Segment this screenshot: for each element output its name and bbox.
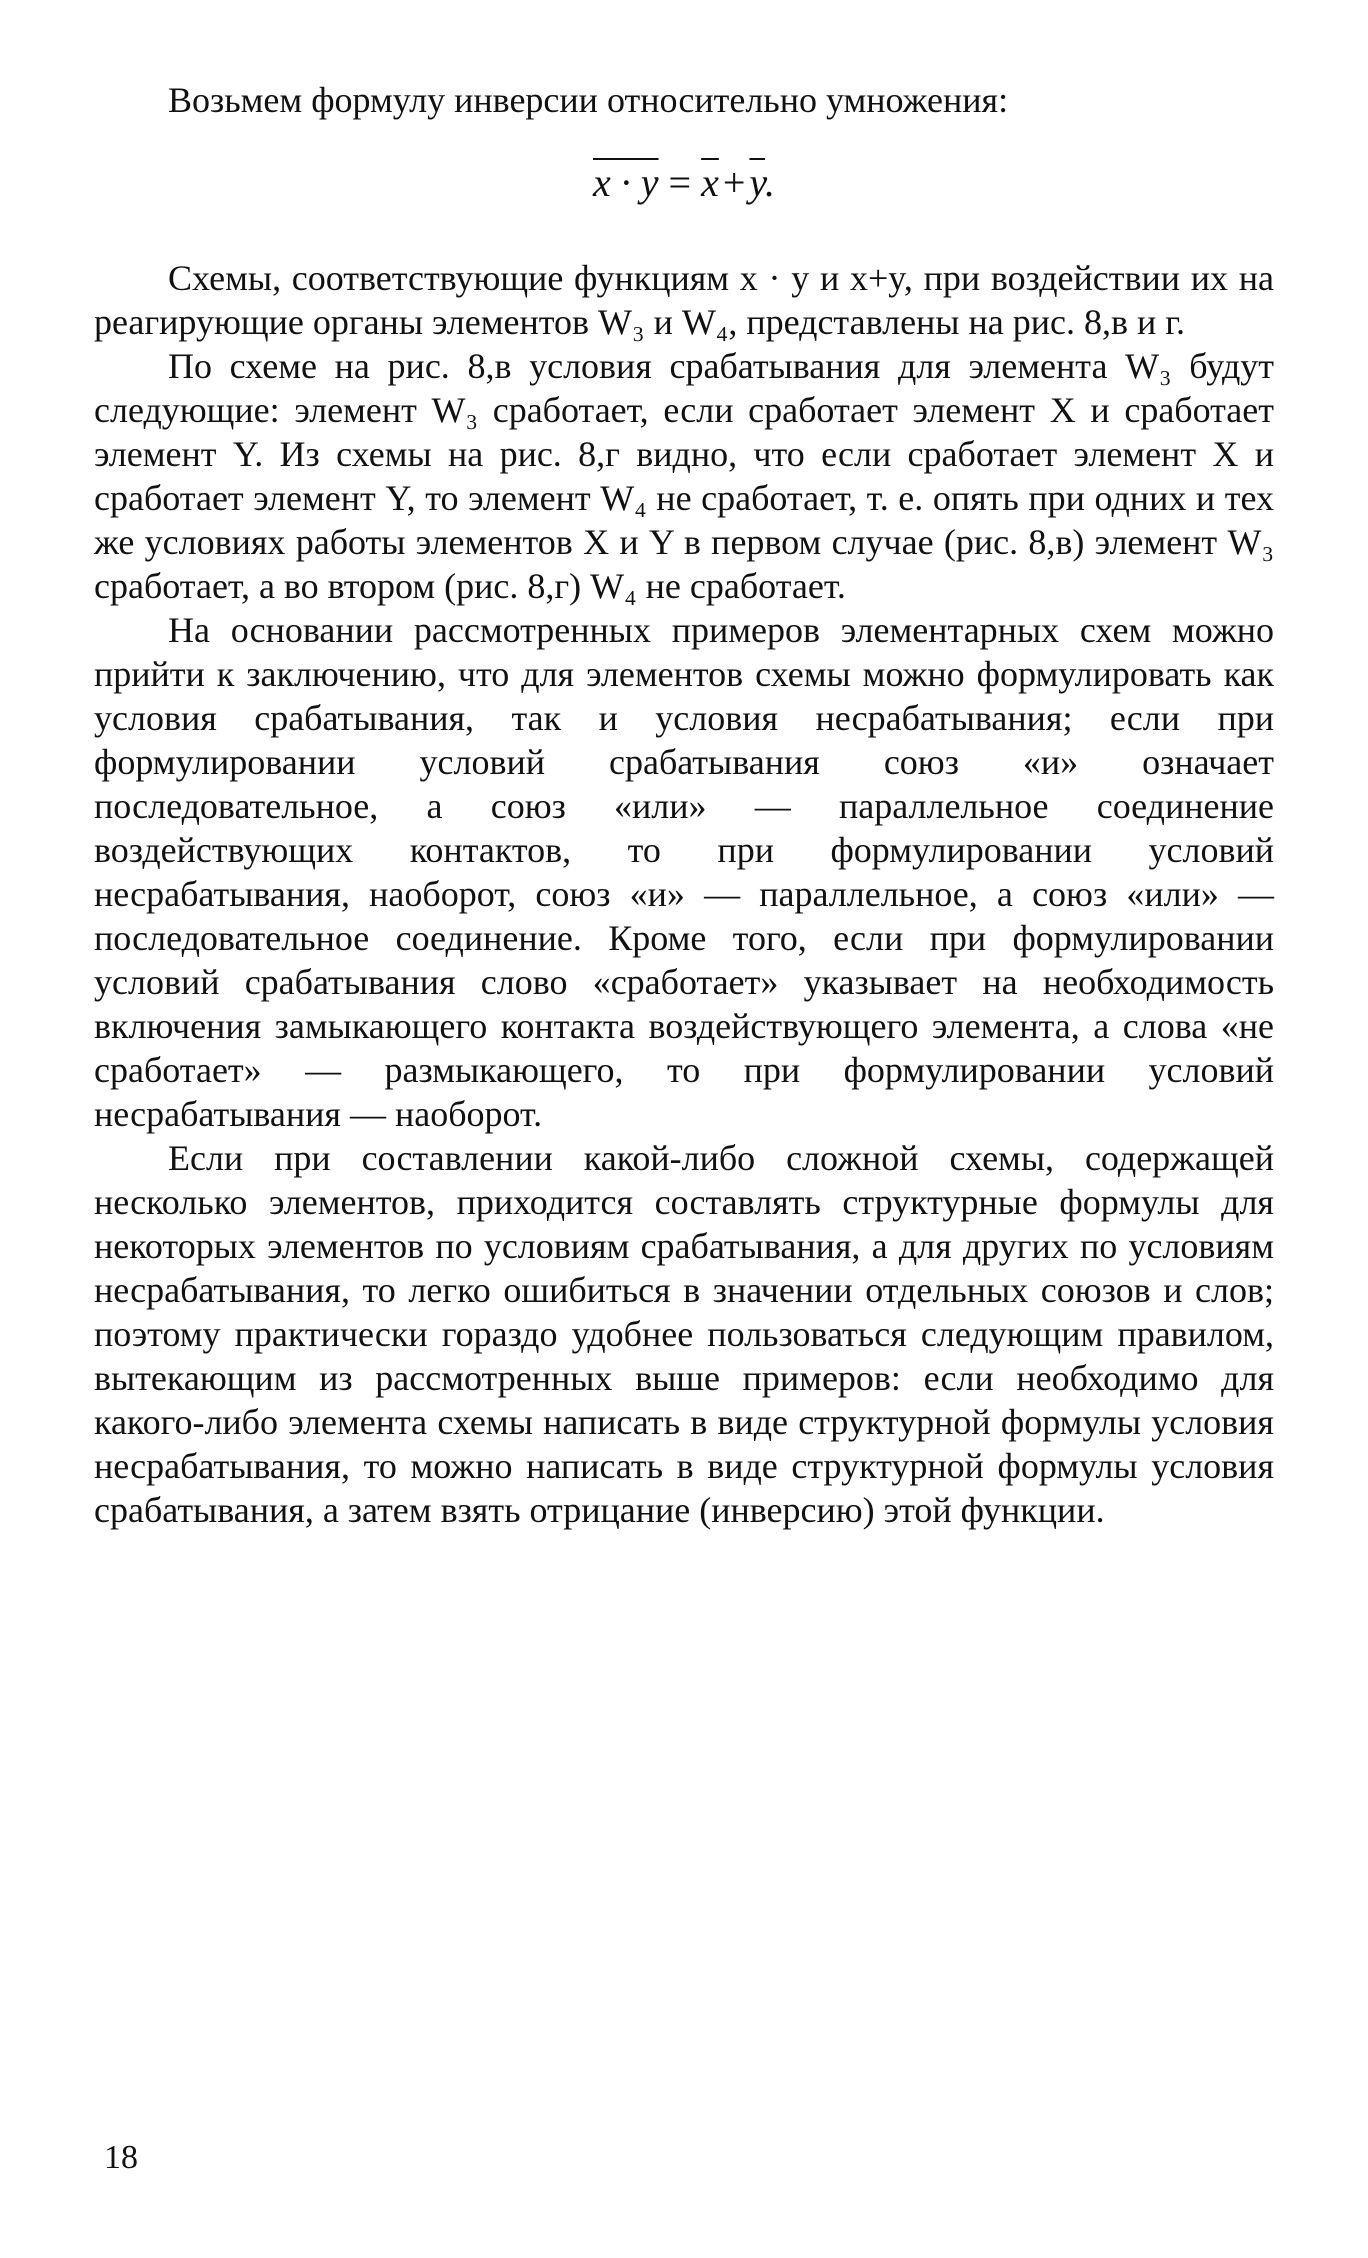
formula-end: . (764, 160, 775, 205)
formula-plus: + (722, 160, 746, 205)
formula-equals: = (668, 160, 692, 205)
page-text (94, 78, 1274, 1532)
paragraph-operation-conditions: По схеме на рис. 8,в условия срабатывания для элемента W₃ будут следующие: элемент W₃ сработает, если сработает элемент X и сработает элемент Y. Из схемы на рис. 8,г видно, что если сработает элемент X и сработает элемент Y, то элемент W₄ не сработает, т. е. опять при одних и тех же условиях работы элементов X и Y в первом случае (рис. 8,в) элемент W₃ сработает, а во втором (рис. 8,г) W₄ не сработает. (94, 346, 1274, 606)
paragraph-schemes: Схемы, соответствующие функциям x · y и x+y, при воздействии их на реагирующие органы элементов W₃ и W₄, представлены на рис. 8,в и г. (94, 258, 1274, 342)
page-number: 18 (104, 2139, 138, 2176)
formula-lhs: x · y (593, 160, 659, 205)
inversion-formula (94, 158, 1274, 208)
formula-x: $\overline{x}$ (701, 160, 719, 205)
paragraph-intro: Возьмем формулу инверсии относительно умножения: (168, 80, 1009, 120)
formula-y: $\overline{y}$ (749, 160, 765, 205)
paragraph-conclusion: На основании рассмотренных примеров элементарных схем можно прийти к заключению, что для элементов схемы можно формулировать как условия срабатывания, так и условия несрабатывания; если при формулировании условий срабатывания союз «и» означает последовательное, а союз «или» — параллельное соединение воздействующих контактов, то при формулировании условий несрабатывания, наоборот, союз «и» — параллельное, а союз «или» — последовательное соединение. Кроме того, если при формулировании условий срабатывания слово «сработает» указывает на необходимость включения замыкающего контакта воздействующего элемента, а слова «не сработает» — размыкающего, то при формулировании условий несрабатывания — наоборот. (94, 610, 1274, 1134)
paragraph-rule: Если при составлении какой-либо сложной схемы, содержащей несколько элементов, приходится составлять структурные формулы для некоторых элементов по условиям срабатывания, а для других по условиям несрабатывания, то легко ошибиться в значении отдельных союзов и слов; поэтому практически гораздо удобнее пользоваться следующим правилом, вытекающим из рассмотренных выше примеров: если необходимо для какого-либо элемента схемы написать в виде структурной формулы условия несрабатывания, то можно написать в виде структурной формулы условия срабатывания, а затем взять отрицание (инверсию) этой функции. (94, 1138, 1274, 1530)
